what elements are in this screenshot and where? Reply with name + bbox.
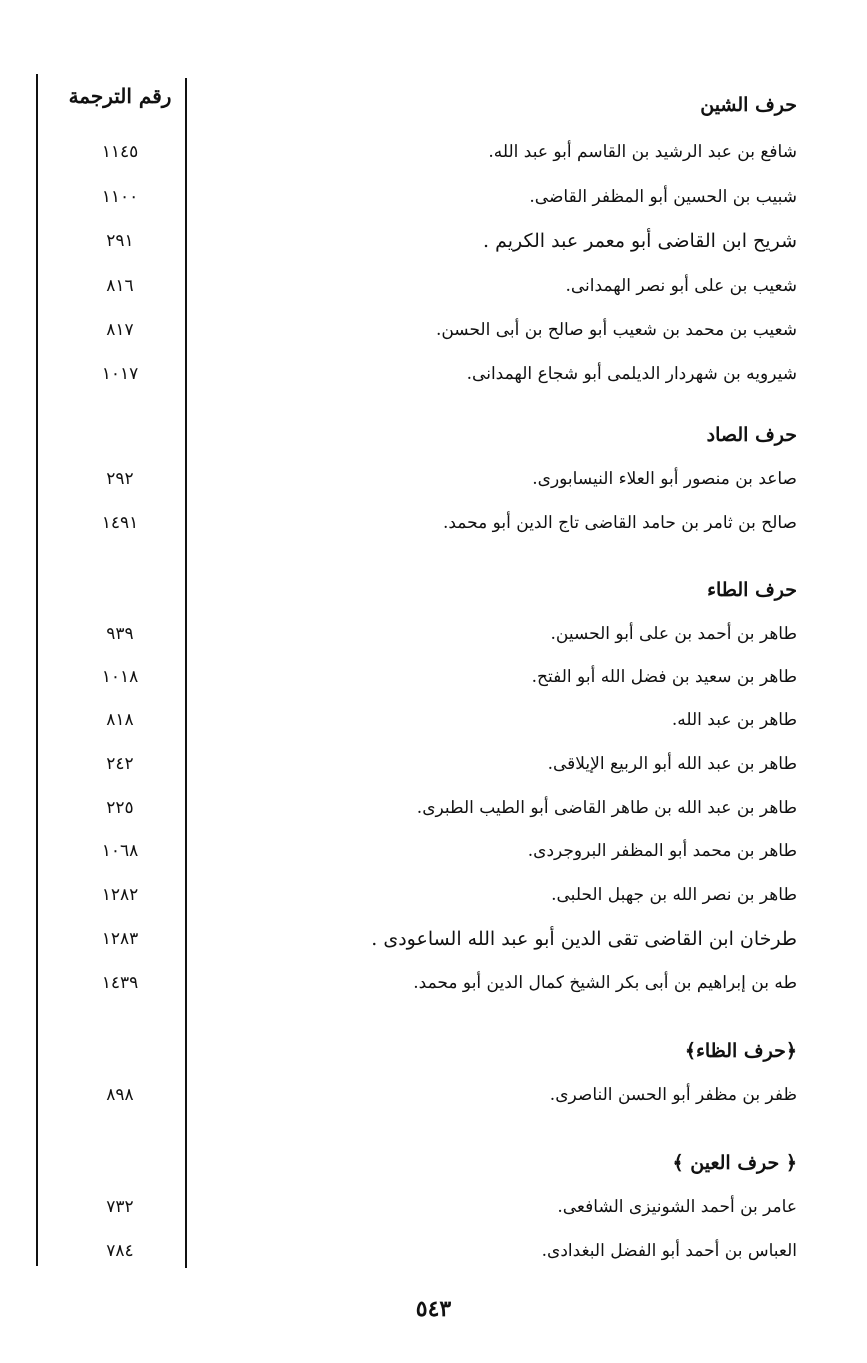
entry-name: طاهر بن عبد الله أبو الربيع الإيلاقى.: [547, 754, 797, 774]
index-entry: [0, 836, 867, 866]
index-entry: [0, 619, 867, 649]
entry-number: ٢٩١: [106, 231, 134, 251]
entry-number: ٧٨٤: [106, 1241, 134, 1261]
entry-number: ١٤٩١: [101, 513, 139, 533]
index-entry: [0, 271, 867, 301]
entry-name: طه بن إبراهيم بن أبى بكر الشيخ كمال الدين أبو محمد.: [413, 973, 797, 993]
entry-name: شبيب بن الحسين أبو المظفر القاضى.: [529, 187, 797, 207]
index-entry: [0, 662, 867, 692]
entry-name: شافع بن عبد الرشيد بن القاسم أبو عبد الله.: [488, 142, 797, 162]
section-heading: [0, 1148, 867, 1178]
section-heading-text: حرف الشين: [700, 94, 797, 116]
entry-number: ١٤٣٩: [101, 973, 139, 993]
entry-name: شيرويه بن شهردار الديلمى أبو شجاع الهمدانى.: [466, 364, 797, 384]
entry-number: ١٠١٧: [101, 364, 139, 384]
index-entry: [0, 793, 867, 823]
index-entry: [0, 705, 867, 735]
entry-number: ٢٤٢: [106, 754, 134, 774]
entry-name: طاهر بن محمد أبو المظفر البروجردى.: [527, 841, 797, 861]
section-heading: [0, 575, 867, 605]
section-heading-text: ﴿ حرف العين ﴾: [672, 1152, 797, 1174]
index-entry: [0, 749, 867, 779]
index-entry: [0, 508, 867, 538]
index-entry: [0, 359, 867, 389]
index-entry: [0, 968, 867, 998]
entry-number: ٧٣٢: [106, 1197, 134, 1217]
section-heading: [0, 420, 867, 450]
section-heading-text: حرف الطاء: [707, 579, 797, 601]
entry-number: ٨١٦: [106, 276, 134, 296]
entry-number: ٩٣٩: [106, 624, 134, 644]
index-entry: [0, 315, 867, 345]
entry-number: ١٢٨٢: [101, 885, 139, 905]
index-entry: [0, 137, 867, 167]
entry-name: شعيب بن على أبو نصر الهمدانى.: [565, 276, 797, 296]
section-heading: [0, 90, 867, 120]
section-heading-text: حرف الصاد: [706, 424, 797, 446]
entry-number: ١١٤٥: [101, 142, 139, 162]
entry-name: صالح بن ثامر بن حامد القاضى تاج الدين أبو محمد.: [442, 513, 797, 533]
index-entry: [0, 1080, 867, 1110]
entry-name: شريح ابن القاضى أبو معمر عبد الكريم .: [483, 230, 797, 252]
entry-number: ٢٢٥: [106, 798, 134, 818]
entry-number: ١٢٨٣: [101, 929, 139, 949]
entry-name: ظفر بن مظفر أبو الحسن الناصرى.: [549, 1085, 797, 1105]
entry-name: طاهر بن عبد الله.: [671, 710, 797, 730]
index-entry: [0, 226, 867, 256]
entry-name: صاعد بن منصور أبو العلاء النيسابورى.: [532, 469, 797, 489]
entry-number: ١٠١٨: [101, 667, 139, 687]
index-entry: [0, 1192, 867, 1222]
entry-number: ٨٩٨: [106, 1085, 134, 1105]
entry-name: طرخان ابن القاضى تقى الدين أبو عبد الله الساعودى .: [371, 928, 797, 950]
entry-number: ١٠٦٨: [101, 841, 139, 861]
entry-number: ١١٠٠: [101, 187, 139, 207]
section-heading-text: ﴿حرف الظاء﴾: [684, 1040, 797, 1062]
entry-number: ٨١٧: [106, 320, 134, 340]
entry-name: طاهر بن نصر الله بن جهبل الحلبى.: [551, 885, 797, 905]
entry-name: طاهر بن سعيد بن فضل الله أبو الفتح.: [531, 667, 797, 687]
index-entry: [0, 182, 867, 212]
entry-name: طاهر بن أحمد بن على أبو الحسين.: [550, 624, 797, 644]
entry-number: ٨١٨: [106, 710, 134, 730]
entry-name: عامر بن أحمد الشونيزى الشافعى.: [557, 1197, 797, 1217]
page-number: ٥٤٣: [415, 1296, 452, 1322]
index-entry: [0, 464, 867, 494]
entry-name: شعيب بن محمد بن شعيب أبو صالح بن أبى الحسن.: [435, 320, 797, 340]
index-entry: [0, 1236, 867, 1266]
entry-name: العباس بن أحمد أبو الفضل البغدادى.: [541, 1241, 797, 1261]
entry-number: ٢٩٢: [106, 469, 134, 489]
number-column-header: رقم الترجمة: [68, 84, 172, 108]
index-entry: [0, 924, 867, 954]
index-entry: [0, 880, 867, 910]
entry-name: طاهر بن عبد الله بن طاهر القاضى أبو الطيب الطبرى.: [416, 798, 797, 818]
section-heading: [0, 1036, 867, 1066]
